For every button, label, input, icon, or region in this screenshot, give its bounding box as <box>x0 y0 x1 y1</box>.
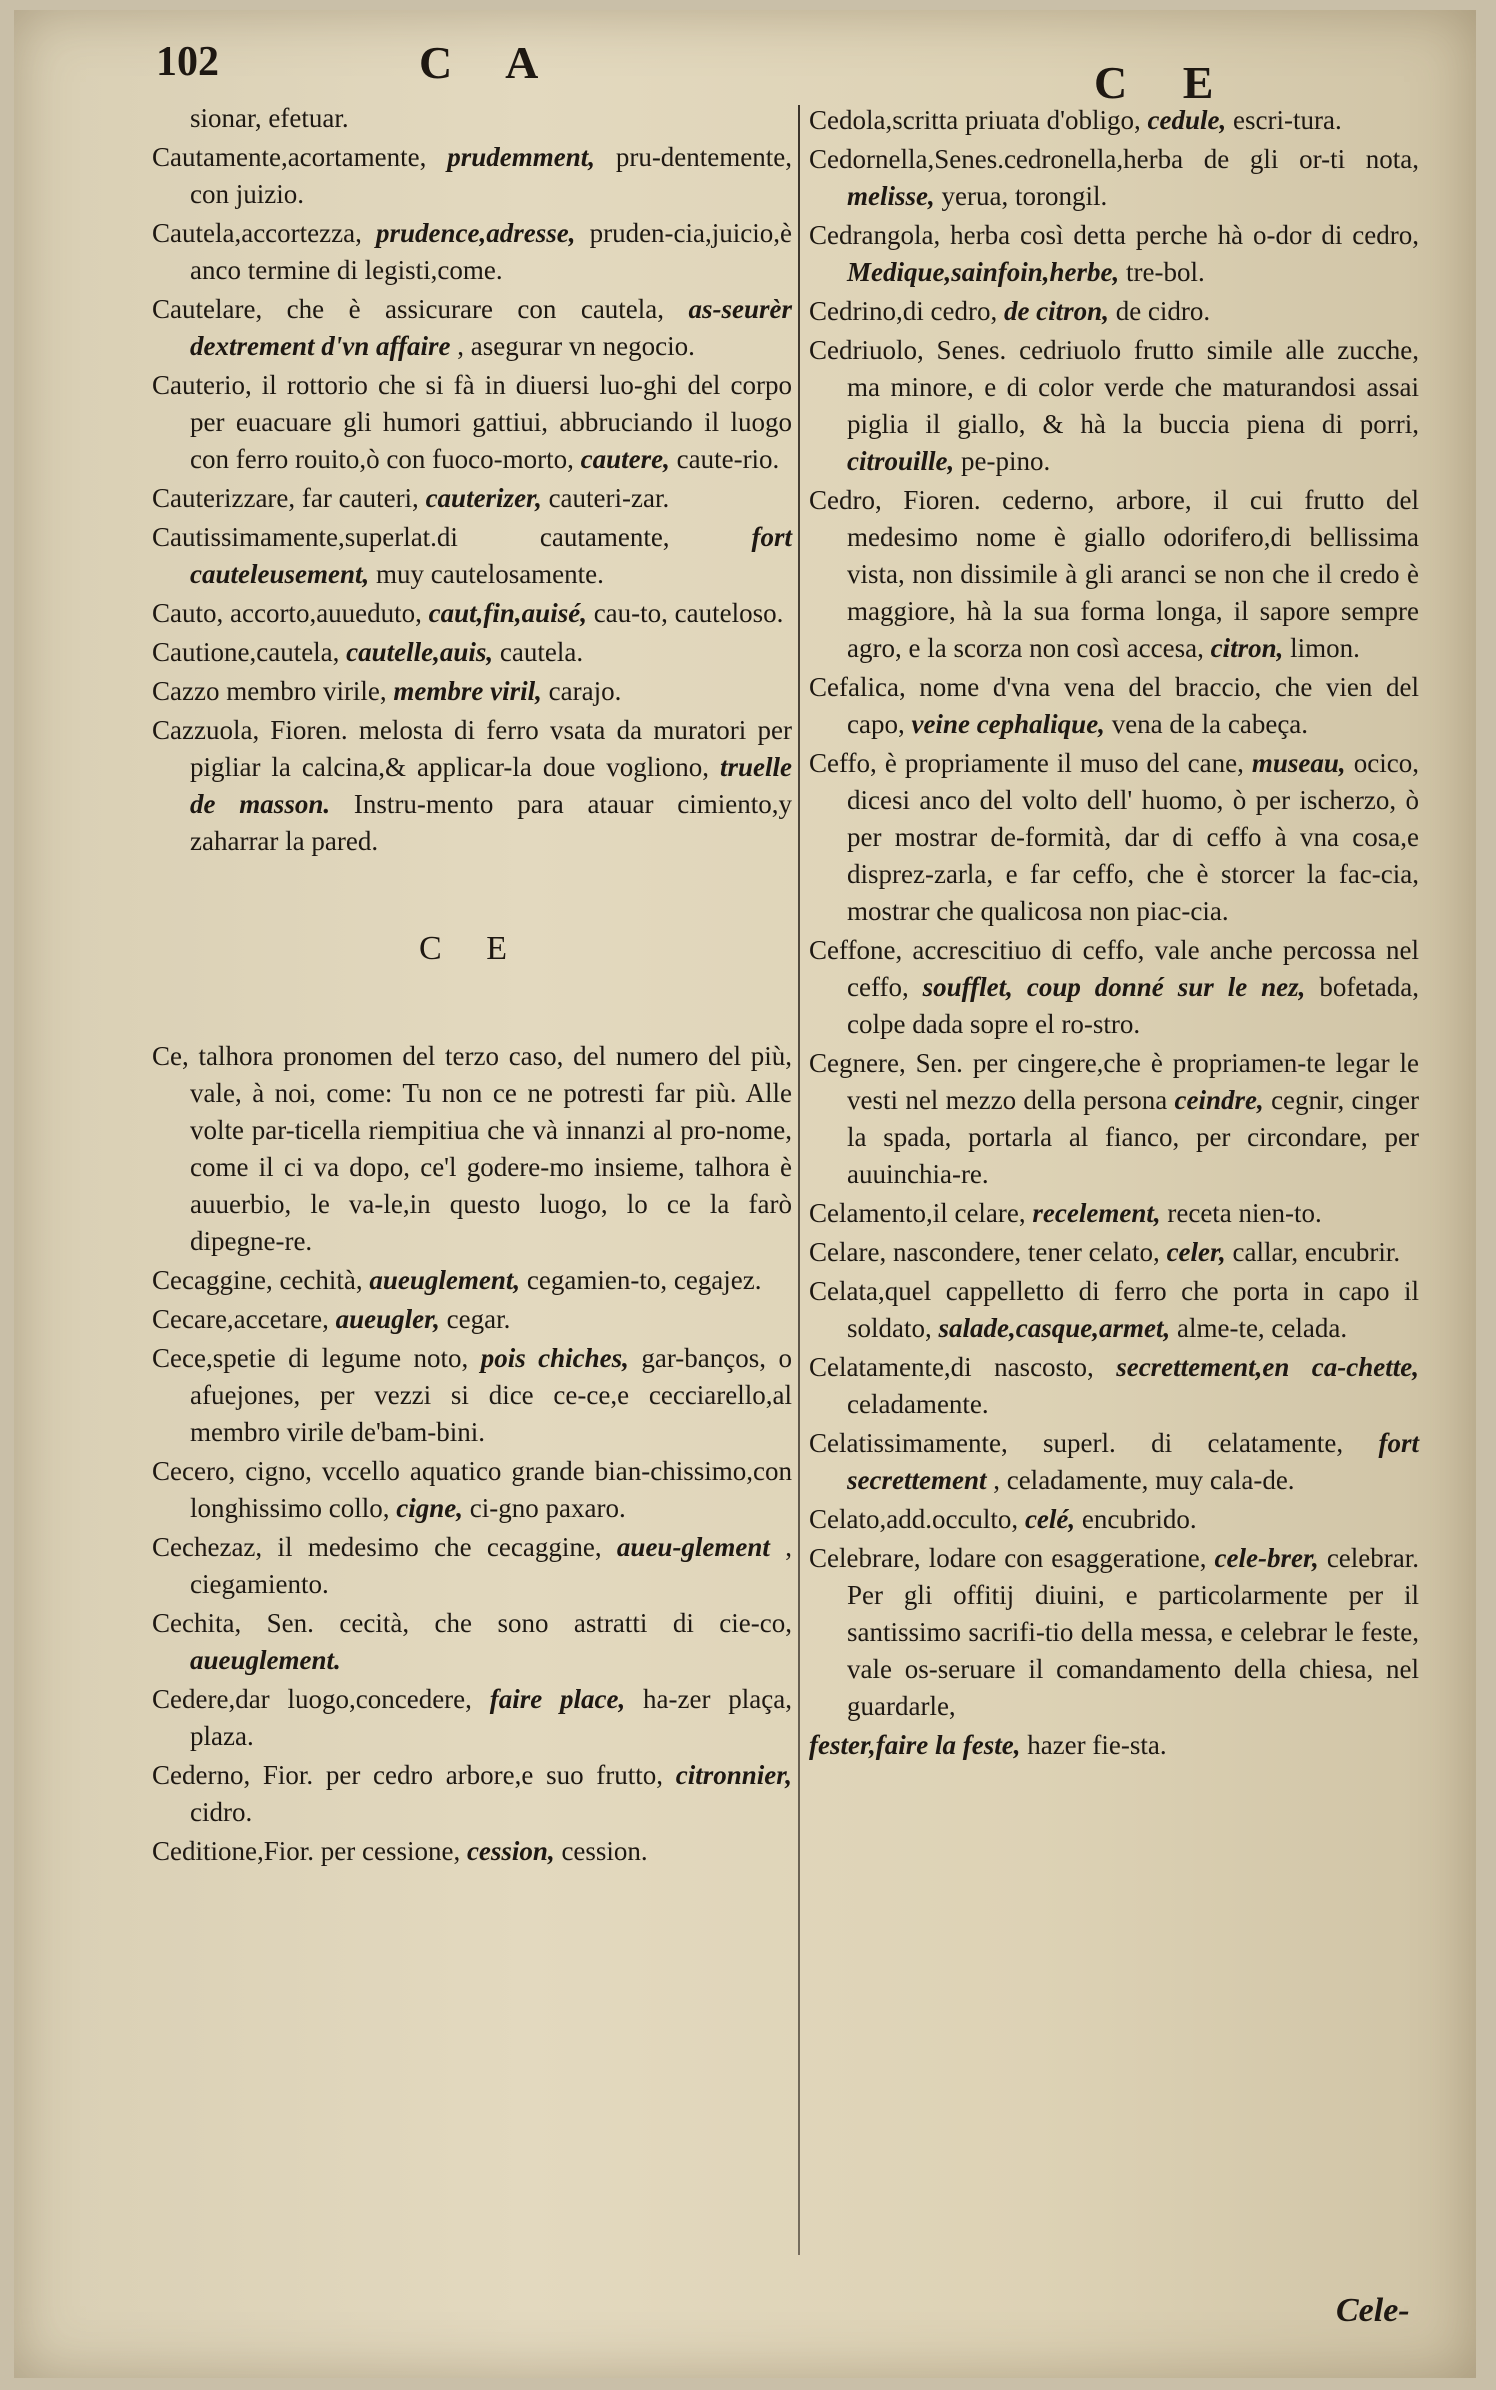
entry-spanish: ha-zer plaça, plaza. <box>190 1684 792 1751</box>
dictionary-entry <box>152 1038 792 1260</box>
entry-italian: Cedere,dar luogo,concedere, <box>152 1684 472 1714</box>
dictionary-entry <box>152 215 792 289</box>
entry-spanish: ci-gno paxaro. <box>469 1493 626 1523</box>
entry-italian: Cechezaz, il medesimo che cecaggine, <box>152 1532 602 1562</box>
entry-italian: Cedrino,di cedro, <box>809 296 998 326</box>
entry-italian: Celato,add.occulto, <box>809 1504 1019 1534</box>
left-column <box>152 100 792 1872</box>
dictionary-entry <box>152 291 792 365</box>
dictionary-entry <box>809 217 1419 291</box>
entry-french: ceindre, <box>1174 1085 1264 1115</box>
entry-italian: Celamento,il celare, <box>809 1198 1026 1228</box>
entry-french: fester,faire la feste, <box>809 1730 1021 1760</box>
entry-french: cauterizer, <box>425 483 542 513</box>
entry-french: museau, <box>1251 748 1346 778</box>
entry-french: citron, <box>1210 633 1284 663</box>
entry-spanish: , ciegamiento. <box>190 1532 792 1599</box>
entry-french: cele-brer, <box>1214 1543 1319 1573</box>
entry-french: cigne, <box>396 1493 464 1523</box>
entry-italian: Ceditione,Fior. per cessione, <box>152 1836 461 1866</box>
entry-spanish: , asegurar vn negocio. <box>457 331 695 361</box>
entry-french: citronnier, <box>675 1760 792 1790</box>
entry-spanish: pe-pino. <box>961 446 1051 476</box>
entry-spanish: ocico, dicesi anco del volto dell' huomo, ò per ischerzo, ò per mostrar de-formità, dar di ceffo à vna cosa,e disprez-zarla, e far ceffo, che è storcer la fac-cia, mostrar che qualicosa non piac-cia. <box>847 748 1419 926</box>
book-page <box>14 10 1476 2378</box>
right-column <box>809 102 1419 1766</box>
dictionary-entry <box>152 480 792 517</box>
entry-spanish: celadamente. <box>847 1389 989 1419</box>
entry-french: faire place, <box>489 1684 626 1714</box>
dictionary-entry <box>152 1757 792 1831</box>
dictionary-entry <box>152 1262 792 1299</box>
dictionary-entry <box>809 1349 1419 1423</box>
entry-italian: Cautela,accortezza, <box>152 218 362 248</box>
entry-french: Medique,sainfoin,herbe, <box>847 257 1120 287</box>
entry-italian: Celatamente,di nascosto, <box>809 1352 1094 1382</box>
dictionary-entry <box>152 1833 792 1870</box>
entry-spanish: gar-banços, o afuejones, per vezzi si dice ce-ce,e cecciarello,al membro virile de'bam-bini. <box>190 1343 792 1447</box>
entry-french: cedule, <box>1147 105 1227 135</box>
entry-french: caut,fin,auisé, <box>428 598 587 628</box>
entry-french: veine cephalique, <box>911 709 1105 739</box>
dictionary-entry <box>809 932 1419 1043</box>
entry-french: fort cauteleusement, <box>190 522 792 589</box>
entry-spanish: Instru-mento para atauar cimiento,y zaharrar la pared. <box>190 789 792 856</box>
dictionary-entry <box>809 1727 1419 1764</box>
entry-italian: Cedriuolo, Senes. cedriuolo frutto simile alle zucche, ma minore, e di color verde che maturandosi assai piglia il giallo, & hà la buccia piena di porri, <box>809 335 1419 439</box>
entry-french: as-seurèr dextrement d'vn affaire <box>190 294 793 361</box>
entry-italian: Celatissimamente, superl. di celatamente, <box>809 1428 1344 1458</box>
dictionary-entry <box>152 139 792 213</box>
entry-italian: Cegnere, Sen. per cingere,che è propriamen-te legar le vesti nel mezzo della persona <box>809 1048 1419 1115</box>
entry-spanish: cautela. <box>499 637 584 667</box>
dictionary-entry <box>152 595 792 632</box>
entry-italian: Cecare,accetare, <box>152 1304 329 1334</box>
entry-french: aueugler, <box>335 1304 440 1334</box>
left-entries-after <box>152 1038 792 1870</box>
dictionary-entry <box>809 1045 1419 1193</box>
dictionary-entry <box>152 1301 792 1338</box>
entry-french: fort secrettement <box>847 1428 1419 1495</box>
entry-italian: Cece,spetie di legume noto, <box>152 1343 469 1373</box>
entry-french: celé, <box>1024 1504 1076 1534</box>
entry-italian: Cautelare, che è assicurare con cautela, <box>152 294 665 324</box>
entry-french: cautere, <box>580 444 670 474</box>
entry-italian: Cedro, Fioren. cederno, arbore, il cui frutto del medesimo nome è giallo odorifero,di bellissima vista, non dissimile à gli aranci se non che il credo è maggiore, hà la sua forma longa, il sapore sempre agro, e la scorza non così accesa, <box>809 485 1419 663</box>
entry-french: cautelle,auis, <box>346 637 494 667</box>
entry-french: recelement, <box>1032 1198 1161 1228</box>
entry-italian: Cedola,scritta priuata d'obligo, <box>809 105 1141 135</box>
catchword: Cele- <box>1336 2292 1410 2329</box>
dictionary-entry <box>809 293 1419 330</box>
entry-italian: Cecero, cigno, vccello aquatico grande bian-chissimo,con longhissimo collo, <box>152 1456 792 1523</box>
dictionary-entry <box>809 669 1419 743</box>
dictionary-entry <box>152 1453 792 1527</box>
entry-spanish: cauteri-zar. <box>548 483 670 513</box>
entry-spanish: de cidro. <box>1115 296 1211 326</box>
column-divider <box>798 105 800 2255</box>
entry-spanish: yerua, torongil. <box>941 181 1108 211</box>
entry-spanish: receta nien-to. <box>1167 1198 1322 1228</box>
entry-italian: Celata,quel cappelletto di ferro che porta in capo il soldato, <box>809 1276 1419 1343</box>
entry-italian: Cechita, Sen. cecità, che sono astratti di cie-co, <box>152 1608 792 1638</box>
entry-spanish: celebrar. Per gli offitij diuini, e particolarmente per il santissimo sacrifi-tio della messa, e celebrar le feste, vale os-seruare il comandamento della chiesa, nel guardarle, <box>847 1543 1419 1721</box>
entry-spanish: tre-bol. <box>1126 257 1205 287</box>
dictionary-entry <box>152 1681 792 1755</box>
dictionary-entry <box>152 367 792 478</box>
entry-italian: Cazzo membro virile, <box>152 676 387 706</box>
running-head-right: C E <box>1094 57 1236 108</box>
right-entries <box>809 102 1419 1764</box>
entry-spanish: , celadamente, muy cala-de. <box>993 1465 1295 1495</box>
dictionary-entry <box>809 102 1419 139</box>
dictionary-entry <box>152 100 792 137</box>
dictionary-entry <box>809 1540 1419 1725</box>
entry-italian: Cedrangola, herba così detta perche hà o-dor di cedro, <box>809 220 1419 250</box>
entry-italian: Cauto, accorto,auueduto, <box>152 598 422 628</box>
dictionary-entry <box>152 712 792 860</box>
entry-italian: Cecaggine, cechità, <box>152 1265 363 1295</box>
entry-spanish: caute-rio. <box>676 444 780 474</box>
entry-french: membre viril, <box>393 676 542 706</box>
entry-french: de citron, <box>1003 296 1109 326</box>
dictionary-entry <box>152 1605 792 1679</box>
entry-spanish: cegar. <box>446 1304 511 1334</box>
page-number: 102 <box>156 39 219 85</box>
dictionary-entry <box>809 141 1419 215</box>
dictionary-entry <box>809 745 1419 930</box>
entry-spanish: muy cautelosamente. <box>375 559 604 589</box>
entry-french: prudence,adresse, <box>375 218 576 248</box>
entry-french: truelle de masson. <box>190 752 792 819</box>
entry-spanish: cession. <box>561 1836 648 1866</box>
entry-french: citrouille, <box>847 446 955 476</box>
entry-spanish: pruden-cia,juicio,è anco termine di legisti,come. <box>190 218 792 285</box>
entry-italian: Cefalica, nome d'vna vena del braccio, che vien del capo, <box>809 672 1419 739</box>
entry-french: pois chiches, <box>480 1343 629 1373</box>
dictionary-entry <box>152 1529 792 1603</box>
entry-spanish: cegnir, cinger la spada, portarla al fianco, per circondare, per auuinchia-re. <box>847 1085 1419 1189</box>
entry-italian: Cazzuola, Fioren. melosta di ferro vsata da muratori per pigliar la calcina,& applicar-la doue vogliono, <box>152 715 792 782</box>
entry-italian: Ceffo, è propriamente il muso del cane, <box>809 748 1244 778</box>
entry-spanish: escri-tura. <box>1233 105 1342 135</box>
entry-french: aueu-glement <box>616 1532 770 1562</box>
entry-french: melisse, <box>847 181 935 211</box>
entry-french: salade,casque,armet, <box>938 1313 1171 1343</box>
entry-french: prudemment, <box>447 142 595 172</box>
entry-spanish: cegamien-to, cegajez. <box>526 1265 762 1295</box>
section-title: C E <box>419 930 525 967</box>
entry-italian: Cederno, Fior. per cedro arbore,e suo frutto, <box>152 1760 664 1790</box>
entry-spanish: callar, encubrir. <box>1232 1237 1401 1267</box>
entry-french: soufflet, coup donné sur le nez, <box>922 972 1306 1002</box>
entry-italian: Celare, nascondere, tener celato, <box>809 1237 1160 1267</box>
entry-italian: Cautamente,acortamente, <box>152 142 427 172</box>
entry-french: aueuglement. <box>190 1645 341 1675</box>
entry-spanish: cau-to, cauteloso. <box>593 598 784 628</box>
entry-french: cession, <box>466 1836 555 1866</box>
entry-italian: Cauterio, il rottorio che si fà in diuersi luo-ghi del corpo per euacuare gli humori gattiui, abbruciando il luogo con ferro rouito,ò con fuoco-morto, <box>152 370 792 474</box>
entry-french: aueuglement, <box>369 1265 521 1295</box>
entry-spanish: encubrido. <box>1081 1504 1197 1534</box>
dictionary-entry <box>809 482 1419 667</box>
left-entries-before <box>152 100 792 860</box>
entry-italian: Ce, talhora pronomen del terzo caso, del numero del più, vale, à noi, come: Tu non ce ne potresti far più. Alle volte par-ticella riempitiua che và innanzi al pro-nome, come il ci va dopo, ce'l godere-mo insieme, talhora è auuerbio, le va-le,in questo luogo, lo ce la farò dipegne-re. <box>152 1041 792 1256</box>
dictionary-entry <box>809 1501 1419 1538</box>
entry-french: secrettement,en ca-chette, <box>1116 1352 1419 1382</box>
entry-italian: Cautissimamente,superlat.di cautamente, <box>152 522 670 552</box>
dictionary-entry <box>152 634 792 671</box>
dictionary-entry <box>152 519 792 593</box>
entry-spanish: pru-dentemente, con juizio. <box>190 142 793 209</box>
entry-spanish: cidro. <box>190 1797 253 1827</box>
entry-italian: Ceffone, accrescitiuo di ceffo, vale anche percossa nel ceffo, <box>809 935 1419 1002</box>
dictionary-entry <box>809 332 1419 480</box>
entry-spanish: bofetada, colpe dada sopre el ro-stro. <box>847 972 1420 1039</box>
dictionary-entry <box>152 1340 792 1451</box>
entry-italian: Cauterizzare, far cauteri, <box>152 483 419 513</box>
dictionary-entry <box>809 1234 1419 1271</box>
entry-italian: Celebrare, lodare con esaggeratione, <box>809 1543 1207 1573</box>
entry-italian: Cautione,cautela, <box>152 637 340 667</box>
dictionary-entry <box>809 1425 1419 1499</box>
entry-text: sionar, efetuar. <box>190 103 349 133</box>
entry-spanish: limon. <box>1290 633 1360 663</box>
dictionary-entry <box>809 1273 1419 1347</box>
entry-spanish: vena de la cabeça. <box>1111 709 1309 739</box>
dictionary-entry <box>809 1195 1419 1232</box>
entry-spanish: carajo. <box>548 676 622 706</box>
running-head-left: C A <box>419 37 561 88</box>
entry-french: celer, <box>1166 1237 1226 1267</box>
dictionary-entry <box>152 673 792 710</box>
entry-spanish: alme-te, celada. <box>1176 1313 1348 1343</box>
entry-spanish: hazer fie-sta. <box>1027 1730 1167 1760</box>
entry-italian: Cedornella,Senes.cedronella,herba de gli or-ti nota, <box>809 144 1419 174</box>
